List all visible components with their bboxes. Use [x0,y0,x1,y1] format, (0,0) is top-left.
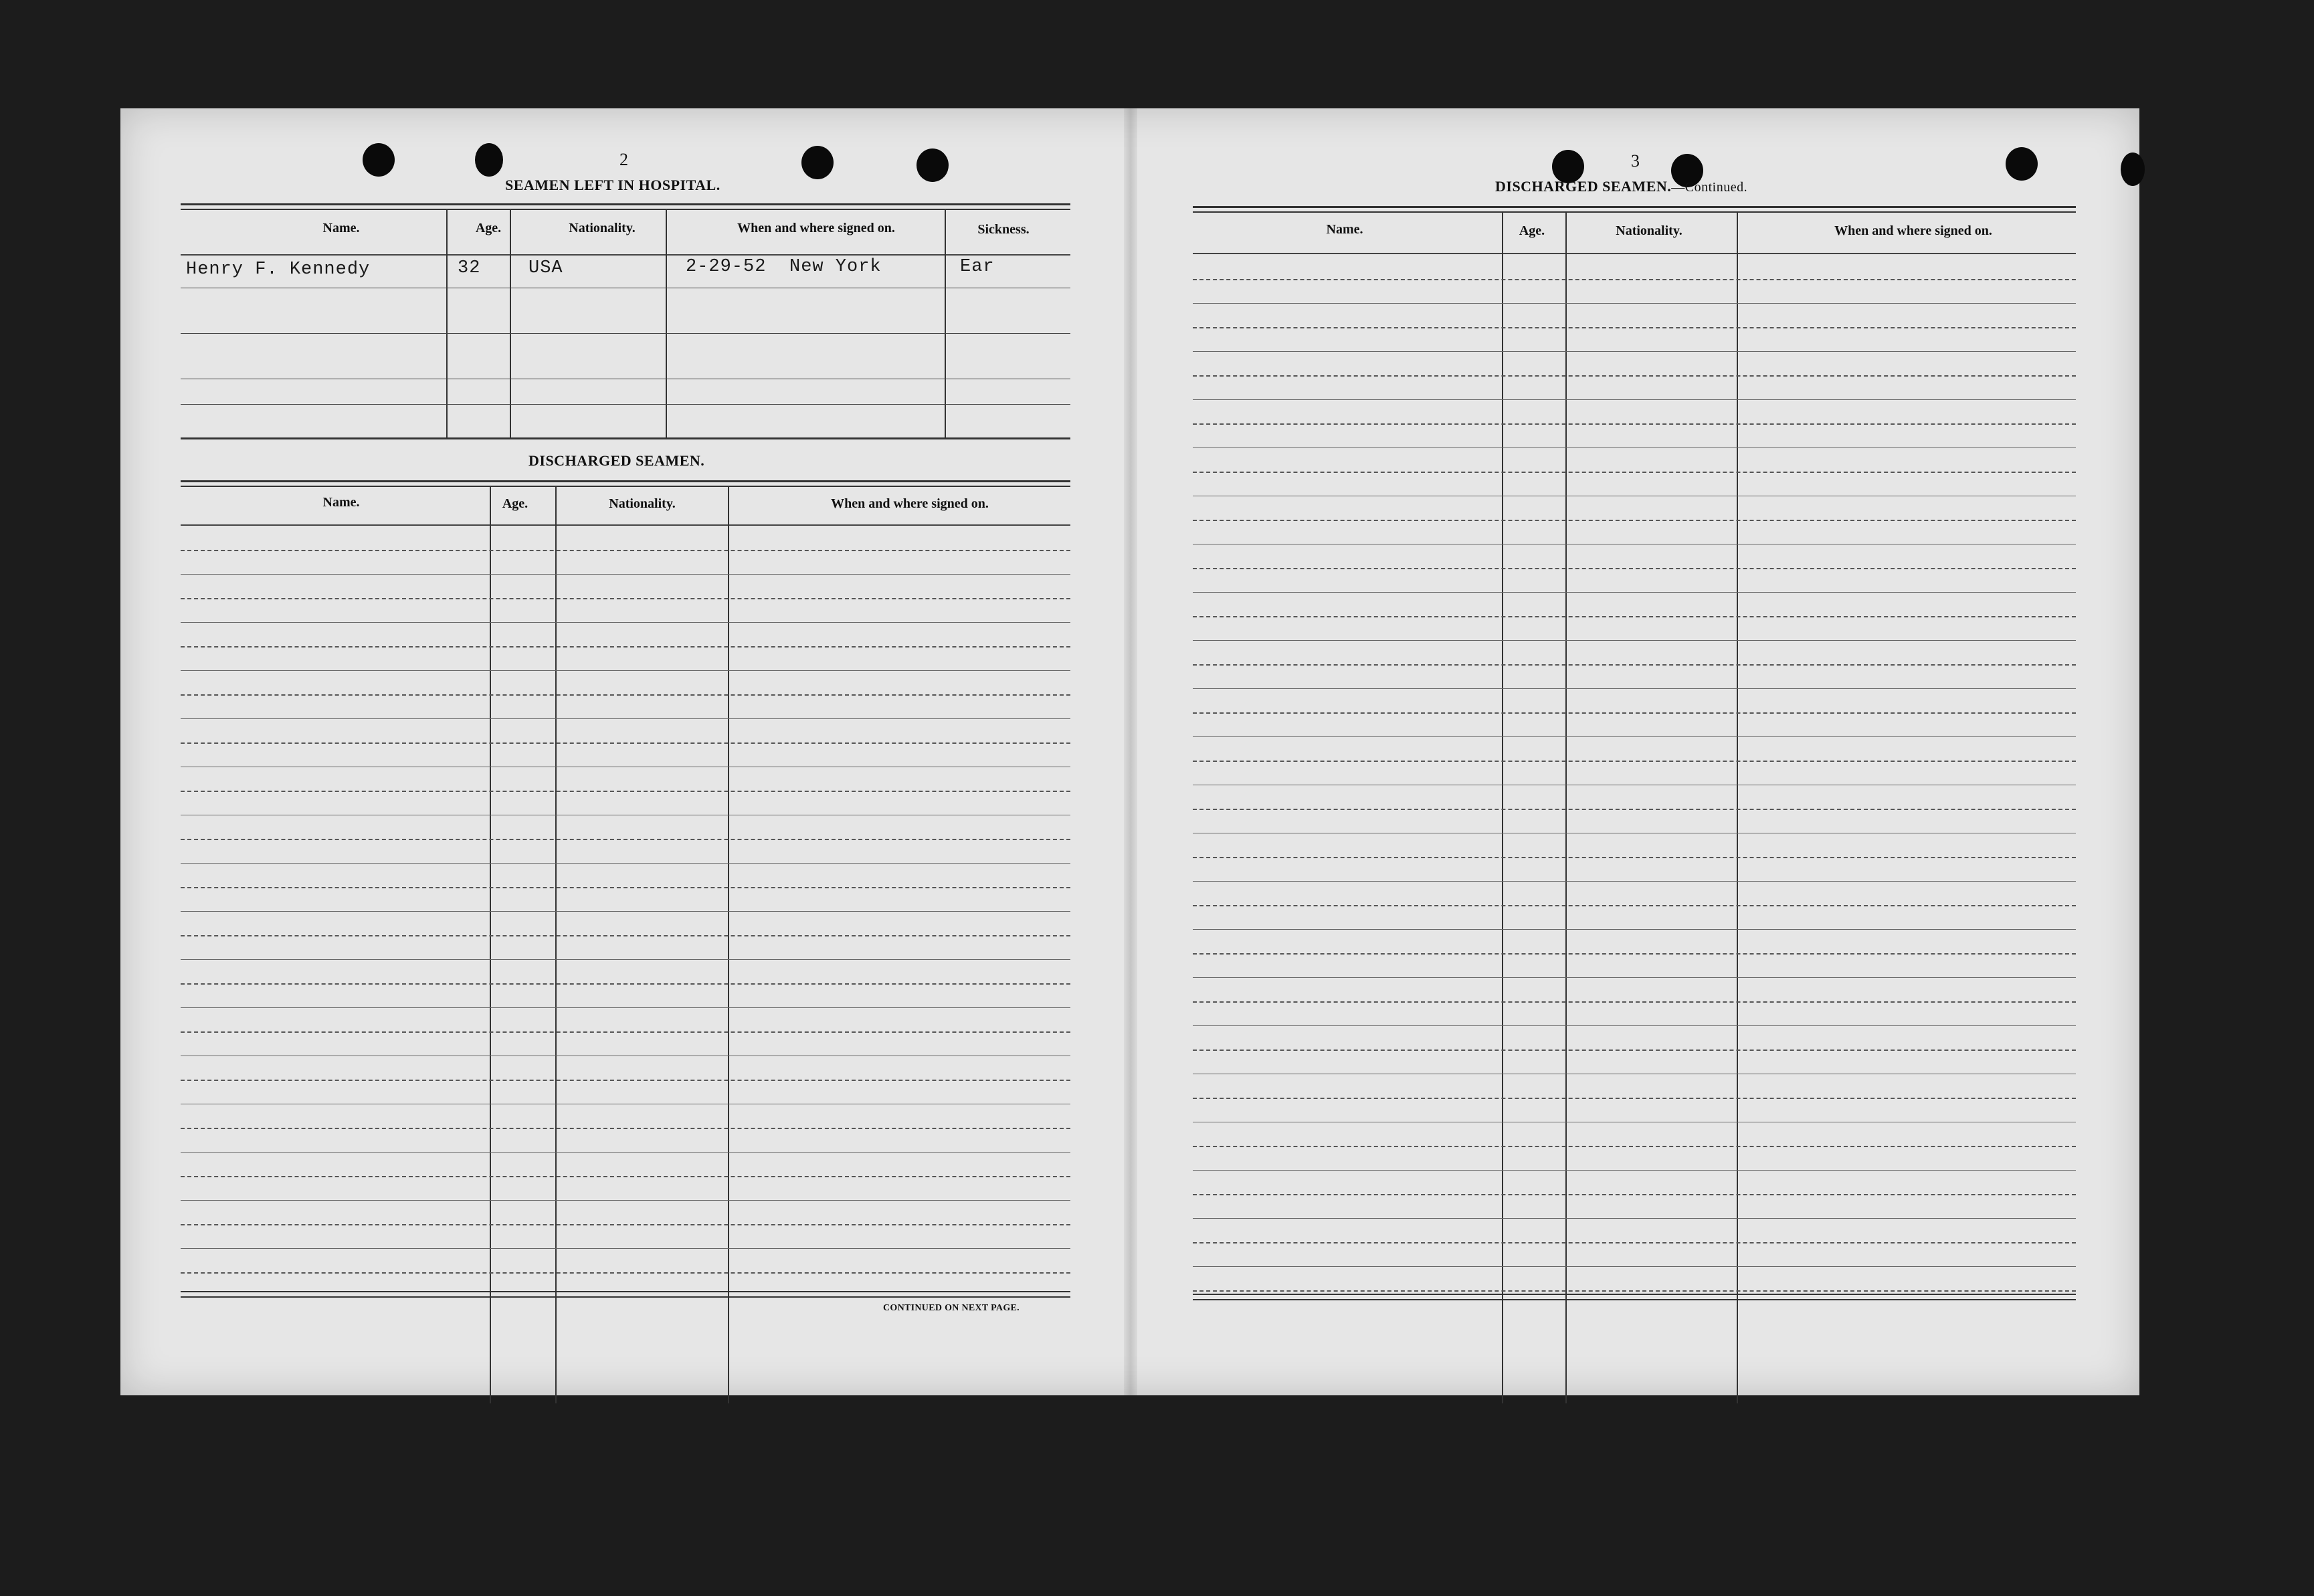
column-divider [1565,213,1567,1403]
table-top-rule [181,209,1070,210]
column-divider [945,210,946,437]
table-top-rule [181,486,1070,487]
column-divider [1737,213,1738,1403]
column-header-age: Age. [475,221,502,235]
ruled-line [1193,1001,2076,1003]
column-header-nationality: Nationality. [1616,223,1682,238]
table-bottom-rule [1193,1299,2076,1300]
ruled-line [1193,472,2076,473]
table-top-rule [1193,206,2076,208]
ruled-line [1193,736,2076,737]
ruled-line [1193,592,2076,593]
table-bottom-rule [1193,1294,2076,1295]
table-bottom-rule [181,1291,1070,1292]
ruled-line [181,887,1070,888]
punch-hole [363,143,395,177]
column-header-signed-on: When and where signed on. [737,221,895,235]
ruled-line [1193,423,2076,425]
column-divider [666,210,667,437]
ruled-line [1193,1266,2076,1267]
ruled-line [181,1224,1070,1225]
ruled-line [181,935,1070,936]
ruled-line [181,622,1070,623]
discharged-section-title: DISCHARGED SEAMEN. [528,452,705,469]
ruled-line [181,1080,1070,1081]
table-top-rule [181,203,1070,205]
punch-hole [2121,153,2145,186]
ruled-line [181,646,1070,647]
ruled-line [181,839,1070,840]
ruled-line [181,1176,1070,1177]
ruled-line [1193,568,2076,569]
ruled-line [1193,712,2076,714]
title-text: DISCHARGED SEAMEN. [1495,178,1672,195]
page-number: 3 [1631,151,1640,171]
ruled-line [181,742,1070,744]
punch-hole [2006,147,2038,181]
page-number: 2 [619,150,628,169]
ruled-line [181,983,1070,985]
ruled-line [1193,1242,2076,1243]
punch-hole [801,146,834,179]
column-header-signed-on: When and where signed on. [831,496,989,511]
column-header-nationality: Nationality. [569,221,636,235]
table-top-rule [1193,211,2076,213]
ruled-line [1193,1170,2076,1171]
ruled-line [1193,303,2076,304]
ruled-line [1193,1218,2076,1219]
ruled-line [1193,616,2076,617]
title-continued: —Continued. [1671,180,1748,195]
ruled-line [1193,327,2076,328]
ruled-line [1193,953,2076,955]
table-bottom-rule [181,1296,1070,1298]
ruled-line [181,670,1070,671]
ruled-line [1193,375,2076,377]
ruled-line [1193,905,2076,906]
ruled-line [1193,640,2076,641]
ruled-line [1193,399,2076,400]
ruled-line [1193,1290,2076,1292]
column-header-name: Name. [322,221,360,235]
ruled-line [1193,688,2076,689]
continued-note: CONTINUED ON NEXT PAGE. [883,1303,1020,1313]
column-divider [446,210,448,437]
ruled-line [181,694,1070,696]
ruled-line [181,718,1070,719]
ruled-line [1193,977,2076,978]
ruled-line [1193,1146,2076,1147]
ruled-line [181,598,1070,599]
column-header-age: Age. [1519,223,1545,238]
ruled-line [1193,1194,2076,1195]
ruled-line [181,1031,1070,1033]
column-divider [728,487,729,1403]
ruled-line [181,1128,1070,1129]
section-divider [181,437,1070,439]
column-header-signed-on: When and where signed on. [1834,223,1992,238]
entry-name: Henry F. Kennedy [186,260,371,280]
column-header-nationality: Nationality. [609,496,676,511]
column-divider [490,487,491,1403]
entry-age: 32 [458,258,481,278]
ruled-line [1193,1098,2076,1099]
ruled-line [181,959,1070,960]
ruled-line [181,1248,1070,1249]
column-divider [1502,213,1503,1403]
column-header-age: Age. [502,496,528,511]
ruled-line [181,1272,1070,1274]
row-line [181,254,1070,256]
table-top-rule [181,480,1070,482]
ruled-line [1193,881,2076,882]
document-sheet [120,108,2139,1395]
ruled-line [181,550,1070,551]
row-line [181,404,1070,405]
column-divider [510,210,511,437]
row-line [181,333,1070,334]
entry-place: New York [789,257,882,277]
ruled-line [1193,1050,2076,1051]
ruled-line [1193,809,2076,810]
entry-date: 2-29-52 [686,257,767,277]
ruled-line [181,574,1070,575]
punch-hole [475,143,503,177]
ruled-line [181,791,1070,792]
ruled-line [1193,1025,2076,1026]
column-header-sickness: Sickness. [977,222,1030,237]
page-fold [1124,108,1137,1395]
row-line [1193,253,2076,254]
row-line [181,524,1070,526]
ruled-line [1193,664,2076,666]
column-header-name: Name. [1326,222,1363,237]
ruled-line [1193,279,2076,280]
ruled-line [1193,520,2076,521]
ruled-line [1193,857,2076,858]
ruled-line [1193,929,2076,930]
entry-nationality: USA [528,258,563,278]
column-header-name: Name. [322,495,360,510]
column-divider [555,487,557,1403]
ruled-line [1193,447,2076,448]
ruled-line [181,911,1070,912]
ruled-line [1193,761,2076,762]
ruled-line [1193,351,2076,352]
punch-hole [917,148,949,182]
ruled-line [181,1152,1070,1153]
ruled-line [181,863,1070,864]
entry-sickness: Ear [960,257,995,277]
hospital-section-title: SEAMEN LEFT IN HOSPITAL. [505,177,720,193]
ruled-line [181,1200,1070,1201]
discharged-continued-title [1495,178,1747,195]
ruled-line [181,1007,1070,1008]
